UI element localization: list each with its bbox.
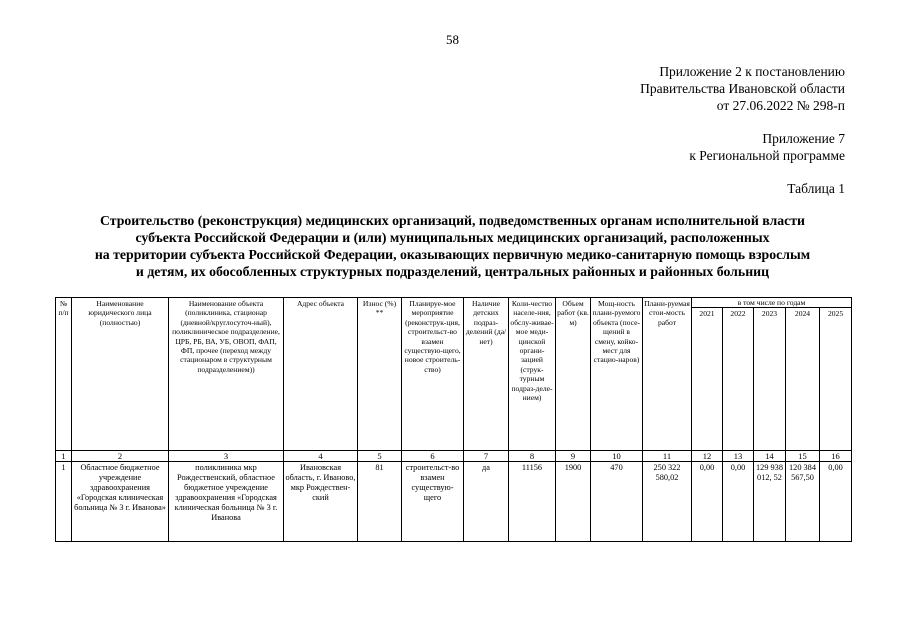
- program-block: [689, 130, 845, 164]
- header-children: Наличие детских подраз-делений (да/нет): [464, 298, 509, 451]
- title-line-4: и детям, их обособленных структурных подразделений, центральных районных и районных больниц: [135, 264, 770, 279]
- cell-children: да: [464, 462, 509, 542]
- col-number: 8: [509, 451, 556, 462]
- header-legal-entity: Наименование юридического лица (полностью): [72, 298, 169, 451]
- col-number: 16: [820, 451, 852, 462]
- document-title: [40, 212, 865, 280]
- header-population: Коли-чество населе-ния, обслу-живае-мое меди-цинской органи-зацией (струк-турным подраз-деле-нием): [509, 298, 556, 451]
- col-number: 4: [284, 451, 358, 462]
- header-year-2024: 2024: [786, 308, 820, 451]
- cell-2024: 120 384 567,50: [786, 462, 820, 542]
- cell-2021: 0,00: [692, 462, 723, 542]
- cell-population: 11156: [509, 462, 556, 542]
- title-line-2: субъекта Российской Федерации и (или) муниципальных медицинских организаций, расположенных: [135, 230, 770, 245]
- cell-wear: 81: [358, 462, 402, 542]
- cell-legal-entity: Областное бюджетное учреждение здравоохранения «Городская клиническая больница № 3 г. Иванова»: [72, 462, 169, 542]
- cell-num: 1: [56, 462, 72, 542]
- table-row: [56, 462, 852, 542]
- header-object: Наименование объекта (поликлиника, стационар (дневной/круглосуточ-ный), поликлиническое подразделение, ЦРБ, РБ, ВА, УБ, ОВОП, ФАП, ФП, прочее (переход между стационаром в структурным подразделением)): [169, 298, 284, 451]
- col-number: 7: [464, 451, 509, 462]
- appendix-line-1: Приложение 2 к постановлению: [659, 64, 845, 79]
- col-number: 5: [358, 451, 402, 462]
- col-number: 9: [556, 451, 591, 462]
- col-number: 12: [692, 451, 723, 462]
- program-line-1: Приложение 7: [762, 131, 845, 146]
- title-line-1: Строительство (реконструкция) медицинских организаций, подведомственных органам исполнительной власти: [99, 213, 805, 228]
- header-year-2022: 2022: [723, 308, 754, 451]
- cell-address: Ивановская область, г. Иваново, мкр Рождествен-ский: [284, 462, 358, 542]
- col-number: 3: [169, 451, 284, 462]
- col-number: 10: [591, 451, 643, 462]
- title-line-3: на территории субъекта Российской Федерации, оказывающих первичную медико-санитарную помощь взрослым: [94, 247, 811, 262]
- header-volume: Объем работ (кв. м): [556, 298, 591, 451]
- header-measure: Планируе-мое мероприятие (реконструк-ция, строительст-во взамен существую-щего, новое строитель-ство): [402, 298, 464, 451]
- cell-capacity: 470: [591, 462, 643, 542]
- col-number: 15: [786, 451, 820, 462]
- header-by-year: в том числе по годам: [692, 298, 852, 308]
- cell-measure: строительст-во взамен существую-щего: [402, 462, 464, 542]
- header-year-2023: 2023: [754, 308, 786, 451]
- header-capacity: Мощ-ность плани-руемого объекта (посе-щений в смену, койко-мест для стацио-наров): [591, 298, 643, 451]
- appendix-block: [640, 63, 845, 114]
- header-wear: Износ (%) **: [358, 298, 402, 451]
- cell-object: поликлиника мкр Рождественский, областное бюджетное учреждение здравоохранения «Городская клиническая больница № 3 г. Иванова: [169, 462, 284, 542]
- appendix-line-3: от 27.06.2022 № 298-п: [716, 98, 845, 113]
- col-number: 1: [56, 451, 72, 462]
- cell-2023: 129 938 012, 52: [754, 462, 786, 542]
- header-cost: Плани-руемая стои-мость работ: [643, 298, 692, 451]
- program-line-2: к Региональной программе: [689, 148, 845, 163]
- appendix-line-2: Правительства Ивановской области: [640, 81, 845, 96]
- header-year-2025: 2025: [820, 308, 852, 451]
- cell-2025: 0,00: [820, 462, 852, 542]
- col-number: 14: [754, 451, 786, 462]
- header-num: № п/п: [56, 298, 72, 451]
- page-number: 58: [446, 32, 459, 47]
- cell-volume: 1900: [556, 462, 591, 542]
- table-label: Таблица 1: [787, 181, 845, 196]
- cell-cost: 250 322 580,02: [643, 462, 692, 542]
- construction-table: [55, 297, 852, 542]
- col-number: 6: [402, 451, 464, 462]
- header-year-2021: 2021: [692, 308, 723, 451]
- cell-2022: 0,00: [723, 462, 754, 542]
- col-number: 11: [643, 451, 692, 462]
- col-number: 2: [72, 451, 169, 462]
- col-number: 13: [723, 451, 754, 462]
- header-address: Адрес объекта: [284, 298, 358, 451]
